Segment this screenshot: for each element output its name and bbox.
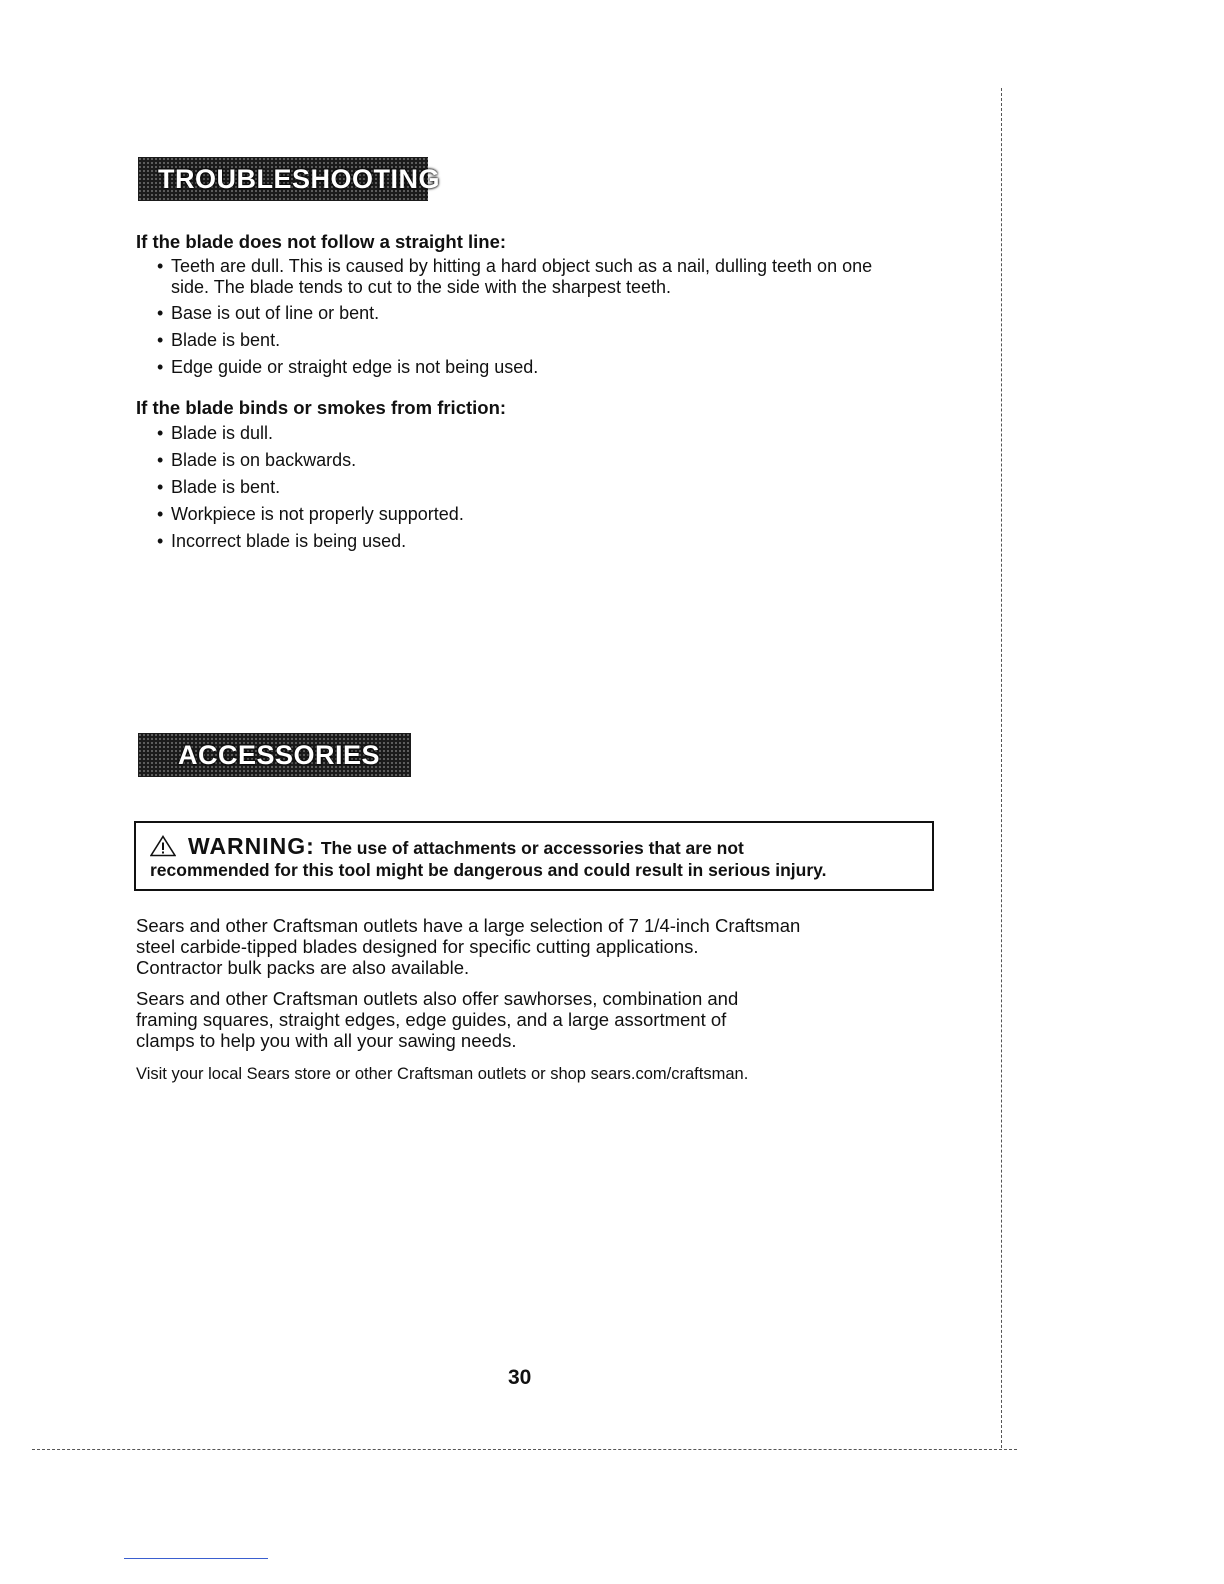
list-item: • Teeth are dull. This is caused by hitting a hard object such as a nail, dulling teeth on one side. The blade tends to cut to the side with the sharpest teeth.: [157, 256, 877, 298]
text-line: Sears and other Craftsman outlets have a large selection of 7 1/4-inch Craftsman: [136, 915, 801, 936]
text-line: clamps to help you with all your sawing needs.: [136, 1030, 517, 1051]
straight-line-subheading: If the blade does not follow a straight line:: [136, 231, 507, 252]
text-line: steel carbide-tipped blades designed for specific cutting applications.: [136, 936, 699, 957]
straight-line-list: [157, 256, 877, 384]
list-item: • Incorrect blade is being used.: [157, 531, 877, 552]
margin-guide-horizontal: [32, 1449, 1017, 1450]
binds-smokes-list: [157, 423, 877, 558]
page-number: 30: [508, 1366, 532, 1389]
warning-text-2: recommended for this tool might be dangerous and could result in serious injury.: [150, 860, 827, 880]
scan-artifact-line: [124, 1558, 268, 1559]
list-item: • Edge guide or straight edge is not being used.: [157, 357, 877, 378]
list-item: • Base is out of line or bent.: [157, 303, 877, 324]
blades-paragraph: [136, 915, 800, 978]
visit-store-text: Visit your local Sears store or other Craftsman outlets or shop sears.com/craftsman.: [136, 1065, 749, 1083]
accessories-heading: [138, 733, 411, 777]
list-item: • Workpiece is not properly supported.: [157, 504, 877, 525]
list-item: • Blade is bent.: [157, 477, 877, 498]
troubleshooting-heading: [138, 157, 440, 201]
accessories-paragraph: [136, 988, 738, 1051]
warning-triangle-icon: [150, 835, 176, 857]
text-line: framing squares, straight edges, edge guides, and a large assortment of: [136, 1009, 727, 1030]
warning-line-1: [150, 835, 932, 859]
text-line: Sears and other Craftsman outlets also offer sawhorses, combination and: [136, 988, 739, 1009]
warning-text-1: The use of attachments or accessories that are not: [320, 838, 744, 858]
warning-label: WARNING:: [188, 833, 315, 859]
troubleshooting-heading-text: TROUBLESHOOTING: [158, 163, 440, 194]
margin-guide-vertical: [1001, 88, 1002, 1448]
warning-box: [134, 821, 934, 891]
text-line: Contractor bulk packs are also available.: [136, 957, 470, 978]
list-item: • Blade is bent.: [157, 330, 877, 351]
accessories-heading-text: ACCESSORIES: [178, 739, 381, 770]
binds-smokes-subheading: If the blade binds or smokes from friction:: [136, 397, 507, 418]
list-item: • Blade is on backwards.: [157, 450, 877, 471]
list-item: • Blade is dull.: [157, 423, 877, 444]
